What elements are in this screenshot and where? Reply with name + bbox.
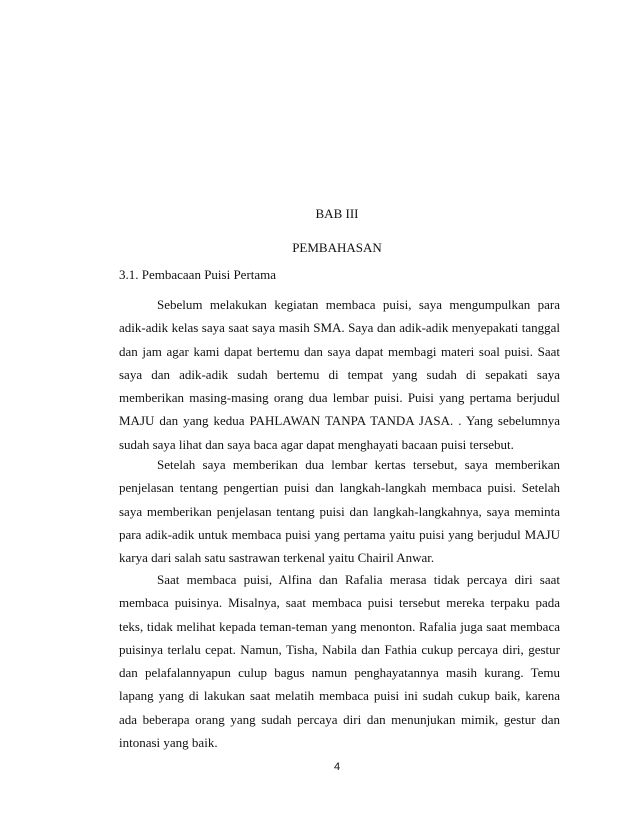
- paragraph: Setelah saya memberikan dua lembar kertas tersebut, saya memberikan penjelasan tentang pengertian puisi dan langkah-langkah membaca puisi. Setelah saya memberikan penjelasan tentang puisi dan langkah-langkahnya, saya meminta para adik-adik untuk membaca puisi yang pertama yaitu puisi yang berjudul MAJU karya dari salah satu sastrawan terkenal yaitu Chairil Anwar.: [119, 457, 560, 566]
- page-number: 4: [333, 761, 341, 773]
- chapter-number: BAB III: [315, 206, 359, 221]
- section-title: 3.1. Pembacaan Puisi Pertama: [119, 267, 277, 282]
- chapter-title: PEMBAHASAN: [292, 240, 382, 255]
- paragraph: Saat membaca puisi, Alfina dan Rafalia merasa tidak percaya diri saat membaca puisinya. Misalnya, saat membaca puisi tersebut mereka terpaku pada teks, tidak melihat kepada teman-teman yang menonton. Rafalia juga saat membaca puisinya terlalu cepat. Namun, Tisha, Nabila dan Fathia cukup percaya diri, gestur dan pelafalannyapun culup bagus namun penghayatannya masih kurang. Temu lapang yang di lakukan saat melatih membaca puisi ini sudah cukup baik, karena ada beberapa orang yang sudah percaya diri dan menunjukan mimik, gestur dan intonasi yang baik.: [119, 572, 560, 751]
- paragraph: Sebelum melakukan kegiatan membaca puisi, saya mengumpulkan para adik-adik kelas saya saat saya masih SMA. Saya dan adik-adik menyepakati tanggal dan jam agar kami dapat bertemu dan saya dapat membagi materi soal puisi. Saat saya dan adik-adik sudah bertemu di tempat yang sudah di sepakati saya memberikan masing-masing orang dua lembar puisi. Puisi yang pertama berjudul MAJU dan yang kedua PAHLAWAN TANPA TANDA JASA. . Yang sebelumnya sudah saya lihat dan saya baca agar dapat menghayati bacaan puisi tersebut.: [119, 297, 560, 452]
